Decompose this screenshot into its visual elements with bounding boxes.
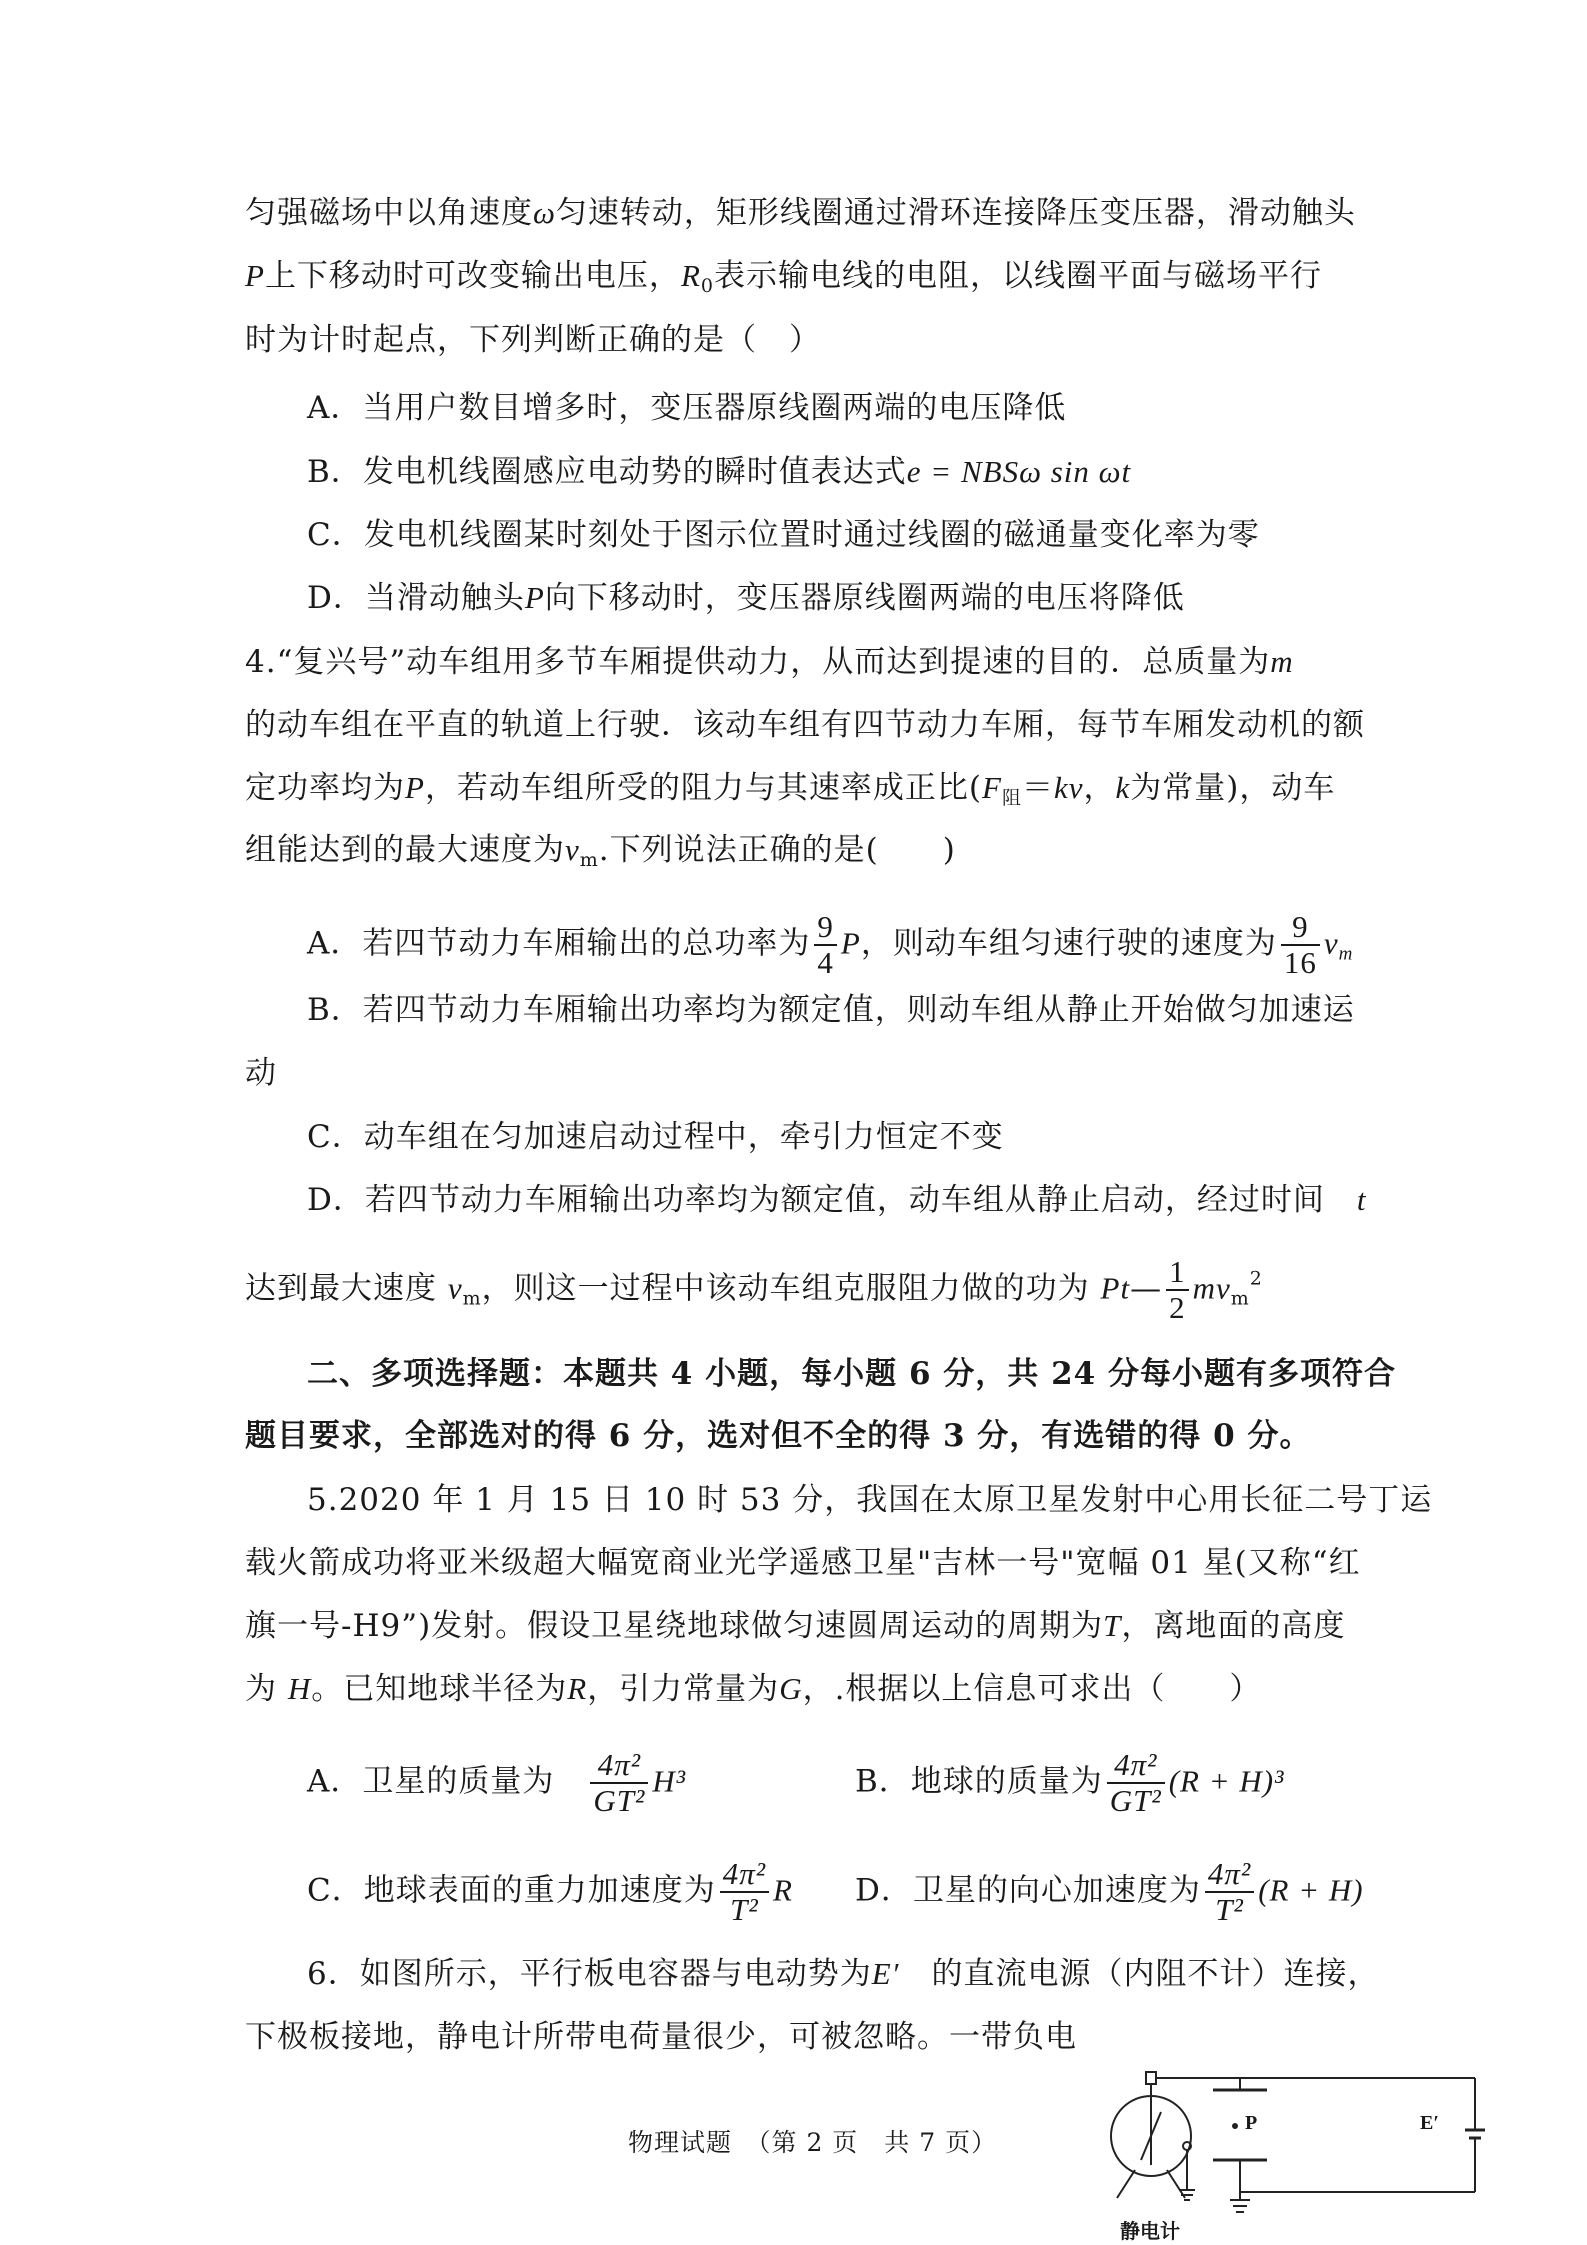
text: 题目要求，全部选对的得 6 分，选对但不全的得 3 分，有选错的得 0 分。 xyxy=(245,1418,1312,1454)
t-symbol: t xyxy=(1356,1182,1367,1217)
circuit-diagram xyxy=(1095,2050,1515,2245)
text: 下极板接地，静电计所带电荷量很少，可被忽略。一带负电 xyxy=(245,2019,1077,2055)
fraction xyxy=(814,910,837,980)
text: 载火箭成功将亚米级超大幅宽商业光学遥感卫星"吉林一号"宽幅 01 星(又称“红 xyxy=(245,1545,1361,1581)
superscript: 2 xyxy=(1249,1267,1263,1290)
text: C．发电机线圈某时刻处于图示位置时通过线圈的磁通量变化率为零 xyxy=(307,517,1260,553)
denominator: 2 xyxy=(1169,1290,1186,1326)
text: 。已知地球半径为 xyxy=(311,1671,568,1707)
label-p: P xyxy=(1245,2112,1258,2134)
p-symbol: P xyxy=(245,258,265,293)
q5-option-c xyxy=(307,1857,793,1927)
numerator: 4π² xyxy=(720,1857,769,1893)
pt-symbol: Pt xyxy=(1100,1270,1131,1306)
numerator: 4π² xyxy=(1107,1748,1165,1784)
f-symbol: F xyxy=(982,770,1002,805)
q6-line-1 xyxy=(307,1954,1379,1994)
text: 定功率均为 xyxy=(245,770,405,806)
text: ， xyxy=(1083,770,1116,806)
electrometer-leg-right xyxy=(1167,2170,1185,2198)
denominator: GT² xyxy=(593,1783,646,1819)
electrometer-terminal xyxy=(1146,2072,1156,2084)
subscript: m xyxy=(1230,1287,1250,1310)
q4-line-4 xyxy=(245,830,956,880)
formula-tail: H³ xyxy=(652,1763,686,1799)
text: 二、多项选择题：本题共 4 小题，每小题 6 分，共 24 分每小题有多项符合 xyxy=(307,1356,1397,1392)
m-symbol: m xyxy=(1270,644,1294,679)
numerator: 4π² xyxy=(590,1748,648,1784)
text: 匀强磁场中以角速度 xyxy=(245,195,533,231)
q4-option-c xyxy=(307,1117,1004,1157)
q5-line-2 xyxy=(245,1543,1361,1583)
formula-tail: (R + H)³ xyxy=(1168,1763,1285,1799)
text: 上下移动时可改变输出电压， xyxy=(264,258,681,294)
text: 旗一号-H9”)发射。假设卫星绕地球做匀速圆周运动的周期为 xyxy=(245,1608,1104,1644)
q3-option-b xyxy=(307,452,1131,492)
text: 时为计时起点，下列判断正确的是（ ） xyxy=(245,322,821,358)
text: 向下移动时，变压器原线圈两端的电压将降低 xyxy=(544,580,1185,616)
text: B．地球的质量为 xyxy=(855,1763,1103,1800)
denominator: T² xyxy=(1215,1892,1244,1928)
v-symbol: v xyxy=(447,1270,463,1306)
q6-line-2 xyxy=(245,2017,1077,2057)
q3-option-d xyxy=(307,578,1185,618)
v-symbol: v xyxy=(565,832,580,867)
kv-symbol: kv xyxy=(1053,770,1084,805)
text: A．若四节动力车厢输出的总功率为 xyxy=(307,925,811,962)
electrometer-leg-left xyxy=(1117,2170,1135,2198)
subscript: 阻 xyxy=(1001,787,1022,809)
text: ，则这一过程中该动车组克服阻力做的功为 xyxy=(481,1270,1090,1307)
fraction xyxy=(590,1748,648,1818)
q5-line-1 xyxy=(307,1480,1432,1520)
omega-symbol: ω xyxy=(533,195,556,230)
q3-line-1 xyxy=(245,193,1356,233)
q3-option-a xyxy=(307,388,1066,428)
q4-option-d-2 xyxy=(245,1255,1263,1325)
text: 4.“复兴号”动车组用多节车厢提供动力，从而达到提速的目的．总质量为 xyxy=(245,644,1271,680)
text: C．动车组在匀加速启动过程中，牵引力恒定不变 xyxy=(307,1119,1004,1155)
text: A．卫星的质量为 xyxy=(307,1763,555,1800)
q5-line-4 xyxy=(245,1669,1261,1709)
text: ，引力常量为 xyxy=(587,1671,780,1707)
denominator: 4 xyxy=(817,945,834,981)
subscript: m xyxy=(579,849,599,871)
text: ＝ xyxy=(1021,770,1054,806)
text: 6．如图所示，平行板电容器与电动势为 xyxy=(307,1956,872,1992)
minus: — xyxy=(1130,1270,1163,1307)
text: ，则动车组匀速行驶的速度为 xyxy=(860,925,1277,962)
q5-option-a xyxy=(307,1748,686,1818)
q5-line-3 xyxy=(245,1606,1345,1646)
text: ，.根据以上信息可求出（ ） xyxy=(802,1671,1262,1707)
section-2-heading-1 xyxy=(307,1354,1396,1394)
t-symbol: T xyxy=(1103,1608,1122,1643)
v-symbol: v xyxy=(1323,925,1339,961)
text: 匀速转动，矩形线圈通过滑环连接降压变压器，滑动触头 xyxy=(555,195,1356,231)
text: 动 xyxy=(245,1055,277,1091)
denominator: 16 xyxy=(1283,945,1317,981)
q4-line-3 xyxy=(245,768,1335,818)
text: B．发电机线圈感应电动势的瞬时值表达式 xyxy=(307,454,907,490)
mv-symbol: mv xyxy=(1192,1270,1231,1306)
q4-line-1 xyxy=(245,642,1294,682)
h-symbol: H xyxy=(287,1671,312,1706)
page-footer: 物理试题 （第 2 页 共 7 页） xyxy=(628,2128,998,2157)
k-symbol: k xyxy=(1115,770,1131,805)
text: .下列说法正确的是( ) xyxy=(598,832,956,868)
q4-line-2 xyxy=(245,705,1365,745)
charged-particle xyxy=(1232,2123,1238,2129)
text: 表示输电线的电阻，以线圈平面与磁场平行 xyxy=(713,258,1322,294)
r-symbol: R xyxy=(567,1671,588,1706)
q4-option-b-2 xyxy=(245,1053,277,1093)
fraction xyxy=(1205,1857,1254,1927)
p-symbol: P xyxy=(524,580,545,615)
subscript: 0 xyxy=(700,275,714,297)
text: 的动车组在平直的轨道上行驶．该动车组有四节动力车厢，每节车厢发动机的额 xyxy=(245,707,1365,743)
text: D．卫星的向心加速度为 xyxy=(855,1872,1201,1909)
formula-tail: R xyxy=(773,1872,793,1908)
q4-option-d-1 xyxy=(307,1180,1366,1220)
formula: e = NBSω sin ωt xyxy=(906,454,1132,489)
text: B．若四节动力车厢输出功率均为额定值，则动车组从静止开始做匀加速运 xyxy=(307,992,1355,1028)
text: D．若四节动力车厢输出功率均为额定值，动车组从静止启动，经过时间 xyxy=(307,1182,1325,1218)
denominator: GT² xyxy=(1109,1783,1162,1819)
denominator: T² xyxy=(730,1892,759,1928)
numerator: 1 xyxy=(1166,1255,1189,1291)
e-prime-symbol: E′ xyxy=(871,1956,900,1991)
text: 为 xyxy=(245,1671,277,1707)
q4-option-b-1 xyxy=(307,990,1355,1030)
text: 达到最大速度 xyxy=(245,1270,437,1307)
fraction xyxy=(1107,1748,1165,1818)
text: A．当用户数目增多时，变压器原线圈两端的电压降低 xyxy=(307,390,1067,426)
p-symbol: P xyxy=(405,770,425,805)
q5-option-d xyxy=(855,1857,1364,1927)
q4-option-a xyxy=(307,910,1353,980)
text: ，离地面的高度 xyxy=(1121,1608,1346,1644)
q5-option-b xyxy=(855,1748,1284,1818)
label-electrometer: 静电计 xyxy=(1120,2221,1180,2243)
numerator: 4π² xyxy=(1205,1857,1254,1893)
q3-line-3 xyxy=(245,320,821,360)
q3-line-2 xyxy=(245,256,1322,306)
q3-option-c xyxy=(307,515,1260,555)
subscript: m xyxy=(462,1287,482,1310)
g-symbol: G xyxy=(779,1671,803,1706)
r-symbol: R xyxy=(680,258,701,293)
subscript: m xyxy=(1338,943,1354,965)
text: 为常量)，动车 xyxy=(1130,770,1336,806)
fraction xyxy=(720,1857,769,1927)
text: 5.2020 年 1 月 15 日 10 时 53 分，我国在太原卫星发射中心用长征二号丁运 xyxy=(307,1482,1433,1518)
label-e-prime: E′ xyxy=(1420,2112,1439,2134)
numerator: 9 xyxy=(1281,910,1320,946)
fraction xyxy=(1281,910,1320,980)
p-symbol: P xyxy=(840,925,861,961)
text: ，若动车组所受的阻力与其速率成正比( xyxy=(424,770,983,806)
text: C．地球表面的重力加速度为 xyxy=(307,1872,716,1909)
numerator: 9 xyxy=(814,910,837,946)
section-2-heading-2 xyxy=(245,1416,1311,1456)
fraction xyxy=(1166,1255,1189,1325)
formula-tail: (R + H) xyxy=(1258,1872,1364,1908)
text: D．当滑动触头 xyxy=(307,580,525,616)
text: 的直流电源（内阻不计）连接， xyxy=(931,1956,1380,1992)
text: 组能达到的最大速度为 xyxy=(245,832,565,868)
